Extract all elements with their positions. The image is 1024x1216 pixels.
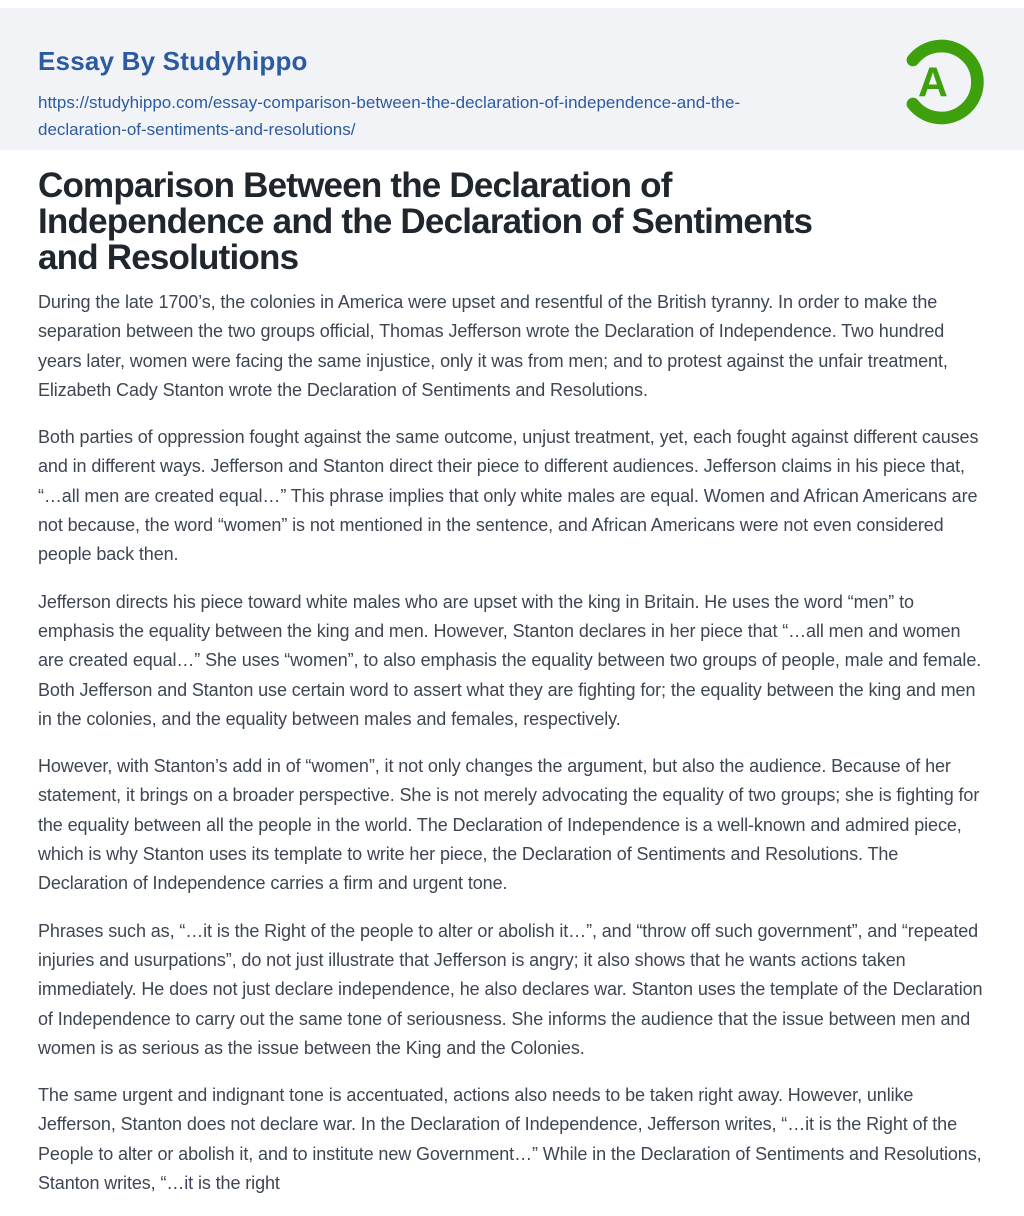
header-title: Essay By Studyhippo	[38, 46, 308, 76]
header-text-block	[38, 46, 878, 143]
url-line-1: https://studyhippo.com/essay-comparison-between-the-declaration-of-independence-and-the-	[38, 93, 741, 112]
paragraph-5: Phrases such as, “…it is the Right of the people to alter or abolish it…”, and “throw off such government”, and “repeated injuries and usurpations”, do not just illustrate that Jefferson is angry; it also shows that he wants actions taken immediately. He does not just declare independence, he also declares war. Stanton uses the template of the Declaration of Independence to carry out the same tone of seriousness. She informs the audience that the issue between men and women is as serious as the issue between the King and the Colonies.	[38, 920, 983, 1058]
paragraph-3: Jefferson directs his piece toward white males who are upset with the king in Britain. He uses the word “men” to emphasis the equality between the king and men. However, Stanton declares in her piece that “…all men and women are created equal…” She uses “women”, to also emphasis the equality between two groups of people, male and female. Both Jefferson and Stanton use certain word to assert what they are fighting for; the equality between the king and men in the colonies, and the equality between males and females, respectively.	[38, 591, 982, 729]
header	[0, 8, 1024, 150]
url-line-2: declaration-of-sentiments-and-resolutions/	[38, 120, 356, 139]
article	[38, 168, 988, 1216]
paragraph-2: Both parties of oppression fought against the same outcome, unjust treatment, yet, each fought against different causes and in different ways. Jefferson and Stanton direct their piece to different audiences. Jefferson claims in his piece that, “…all men are created equal…” This phrase implies that only white males are equal. Women and African Americans are not because, the word “women” is not mentioned in the sentence, and African Americans were not even considered people back then.	[38, 427, 979, 565]
article-title-line-2: Independence and the Declaration of Sentiments	[38, 202, 813, 241]
logo-letter: A	[918, 59, 948, 106]
paragraph-6: The same urgent and indignant tone is accentuated, actions also needs to be taken right away. However, unlike Jefferson, Stanton does not declare war. In the Declaration of Independence, Jefferson writes, “…it is the Right of the People to alter or abolish it, and to institute new Government…” While in the Declaration of Sentiments and Resolutions, Stanton writes, “…it is the right	[38, 1085, 982, 1194]
paragraph-1: During the late 1700’s, the colonies in America were upset and resentful of the British tyranny. In order to make the separation between the two groups official, Thomas Jefferson wrote the Declaration of Independence. Two hundred years later, women were facing the same injustice, only it was from men; and to protest against the unfair treatment, Elizabeth Cady Stanton wrote the Declaration of Sentiments and Resolutions.	[38, 292, 948, 400]
article-title-line-1: Comparison Between the Declaration of	[38, 166, 672, 205]
studyhippo-logo-icon	[894, 34, 990, 130]
paragraph-4: However, with Stanton’s add in of “women”, it not only changes the argument, but also the audience. Because of her statement, it brings on a broader perspective. She is not merely advocating the equality of two groups; she is fighting for the equality between all the people in the world. The Declaration of Independence is a well-known and admired piece, which is why Stanton uses its template to write her piece, the Declaration of Sentiments and Resolutions. The Declaration of Independence carries a firm and urgent tone.	[38, 756, 980, 894]
source-url-link[interactable]	[38, 89, 878, 143]
article-title	[38, 168, 988, 276]
article-title-line-3: and Resolutions	[38, 238, 299, 277]
